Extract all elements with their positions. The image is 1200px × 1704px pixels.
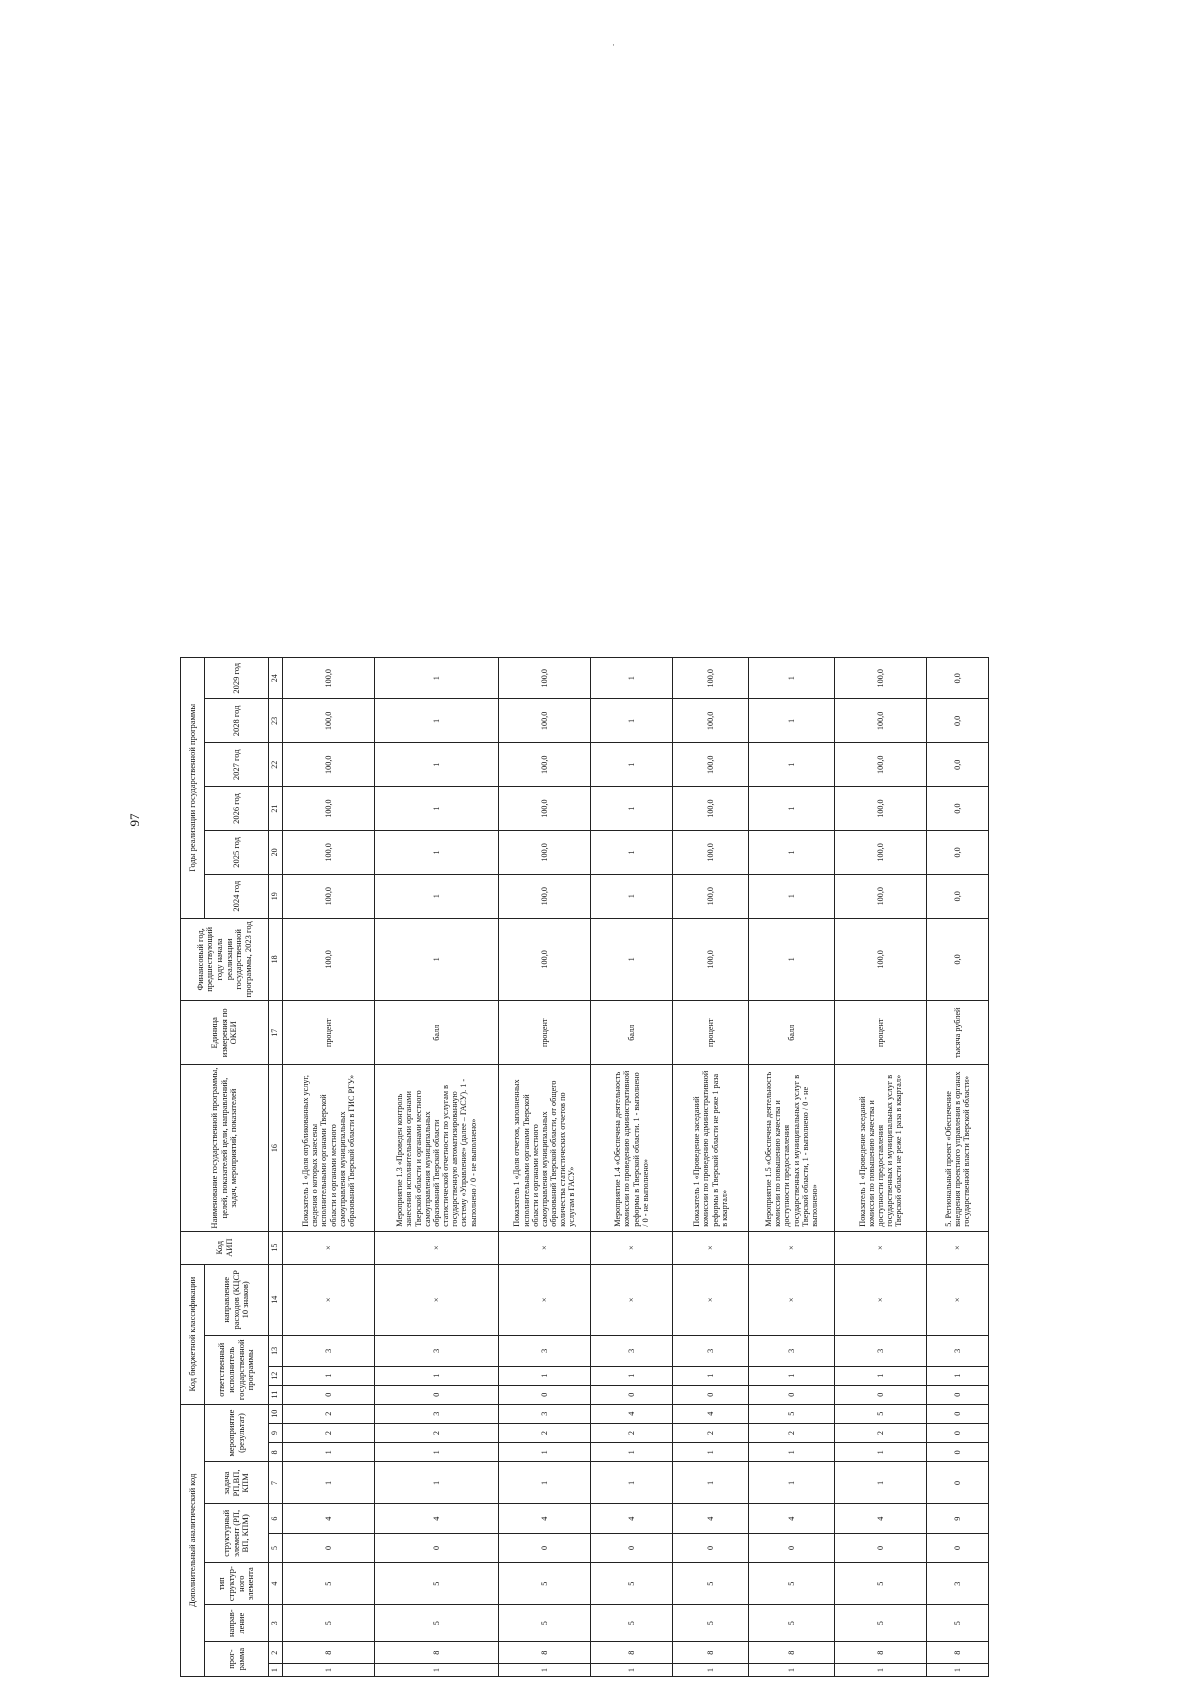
code-cell: 5 xyxy=(499,1563,591,1605)
year-value-cell: 100,0 xyxy=(673,743,749,787)
base-year-cell: 1 xyxy=(749,918,835,1000)
column-number: 7 xyxy=(269,1462,283,1504)
year-value-cell: 100,0 xyxy=(673,874,749,918)
code-cell: 2 xyxy=(591,1423,673,1442)
code-cell: 3 xyxy=(835,1335,927,1366)
year-value-cell: 1 xyxy=(749,787,835,831)
year-value-cell: 1 xyxy=(749,743,835,787)
kod-aip-cell: × xyxy=(927,1231,989,1264)
base-year-cell: 0,0 xyxy=(927,918,989,1000)
code-cell: 0 xyxy=(673,1533,749,1562)
column-number: 17 xyxy=(269,1001,283,1065)
year-value-cell: 100,0 xyxy=(499,830,591,874)
napr-rashodov-cell: × xyxy=(283,1264,375,1335)
header-dak-group: Дополнительный аналитический код xyxy=(181,1404,205,1676)
column-number: 20 xyxy=(269,830,283,874)
code-cell: 5 xyxy=(835,1404,927,1423)
code-cell: 5 xyxy=(749,1605,835,1642)
year-value-cell: 100,0 xyxy=(499,874,591,918)
code-cell: 0 xyxy=(749,1385,835,1404)
unit-cell: балл xyxy=(375,1001,499,1065)
year-value-cell: 100,0 xyxy=(673,830,749,874)
program-table xyxy=(180,657,989,1677)
column-number: 22 xyxy=(269,743,283,787)
column-number-row xyxy=(269,658,283,1677)
column-number: 24 xyxy=(269,658,283,699)
kod-aip-cell: × xyxy=(673,1231,749,1264)
scan-mark: · xyxy=(612,40,615,50)
header-napravlenie: направ-ление xyxy=(205,1605,269,1642)
code-cell: 8 xyxy=(835,1642,927,1664)
year-value-cell: 1 xyxy=(375,787,499,831)
column-number: 5 xyxy=(269,1533,283,1562)
year-value-cell: 1 xyxy=(375,658,499,699)
year-value-cell: 1 xyxy=(375,874,499,918)
code-cell: 5 xyxy=(283,1563,375,1605)
code-cell: 5 xyxy=(375,1605,499,1642)
header-year-2025: 2025 год xyxy=(205,830,269,874)
code-cell: 0 xyxy=(927,1462,989,1504)
column-number: 3 xyxy=(269,1605,283,1642)
napr-rashodov-cell: × xyxy=(749,1264,835,1335)
column-number: 19 xyxy=(269,874,283,918)
header-tip: тип структур-ного элемента xyxy=(205,1563,269,1605)
year-value-cell: 1 xyxy=(591,830,673,874)
code-cell: 1 xyxy=(375,1366,499,1385)
table-row xyxy=(673,658,749,1677)
header-kod-aip: Код АИП xyxy=(181,1231,269,1264)
napr-rashodov-cell: × xyxy=(591,1264,673,1335)
code-cell: 1 xyxy=(835,1443,927,1462)
code-cell: 1 xyxy=(835,1462,927,1504)
code-cell: 5 xyxy=(927,1605,989,1642)
year-value-cell: 0,0 xyxy=(927,743,989,787)
header-year-2026: 2026 год xyxy=(205,787,269,831)
name-cell: Показатель 1 «Проведение заседаний комиссии по повышению качества и доступности предоставления государственных и муниципальных услуг в Тверской области не реже 1 раза в квартал» xyxy=(835,1065,927,1231)
code-cell: 4 xyxy=(749,1504,835,1533)
code-cell: 3 xyxy=(927,1335,989,1366)
code-cell: 1 xyxy=(591,1462,673,1504)
unit-cell: тысяча рублей xyxy=(927,1001,989,1065)
code-cell: 8 xyxy=(283,1642,375,1664)
code-cell: 8 xyxy=(591,1642,673,1664)
header-ed-izm: Единица измерения по ОКЕИ xyxy=(181,1001,269,1065)
year-value-cell: 100,0 xyxy=(835,787,927,831)
year-value-cell: 1 xyxy=(591,787,673,831)
year-value-cell: 0,0 xyxy=(927,874,989,918)
year-value-cell: 100,0 xyxy=(283,658,375,699)
year-value-cell: 100,0 xyxy=(673,699,749,743)
code-cell: 0 xyxy=(283,1385,375,1404)
column-number: 2 xyxy=(269,1642,283,1664)
header-programma: прог-рамма xyxy=(205,1642,269,1677)
code-cell: 0 xyxy=(591,1385,673,1404)
table-body xyxy=(269,658,989,1677)
code-cell: 5 xyxy=(835,1605,927,1642)
column-number: 18 xyxy=(269,918,283,1000)
code-cell: 2 xyxy=(283,1423,375,1442)
napr-rashodov-cell: × xyxy=(835,1264,927,1335)
code-cell: 0 xyxy=(835,1385,927,1404)
code-cell: 1 xyxy=(749,1462,835,1504)
code-cell: 1 xyxy=(499,1443,591,1462)
code-cell: 2 xyxy=(673,1423,749,1442)
code-cell: 1 xyxy=(499,1462,591,1504)
code-cell: 1 xyxy=(499,1366,591,1385)
code-cell: 1 xyxy=(749,1664,835,1677)
code-cell: 0 xyxy=(283,1533,375,1562)
code-cell: 2 xyxy=(749,1423,835,1442)
table-row xyxy=(283,658,375,1677)
year-value-cell: 1 xyxy=(749,658,835,699)
code-cell: 0 xyxy=(591,1533,673,1562)
code-cell: 1 xyxy=(927,1664,989,1677)
code-cell: 0 xyxy=(927,1404,989,1423)
code-cell: 9 xyxy=(927,1504,989,1533)
code-cell: 1 xyxy=(283,1462,375,1504)
column-number: 14 xyxy=(269,1264,283,1335)
code-cell: 5 xyxy=(835,1563,927,1605)
code-cell: 1 xyxy=(591,1443,673,1462)
header-naimenovanie: Наименование государственной программы, целей, показателей цели, направлений, задач, мероприятий, показателей xyxy=(181,1065,269,1231)
code-cell: 4 xyxy=(673,1504,749,1533)
code-cell: 4 xyxy=(499,1504,591,1533)
year-value-cell: 100,0 xyxy=(283,874,375,918)
code-cell: 3 xyxy=(591,1335,673,1366)
code-cell: 0 xyxy=(927,1385,989,1404)
year-value-cell: 1 xyxy=(375,830,499,874)
table-row xyxy=(749,658,835,1677)
year-value-cell: 1 xyxy=(591,699,673,743)
code-cell: 0 xyxy=(835,1533,927,1562)
name-cell: 5. Региональный проект «Обеспечение внедрения проектного управления в органах государственной власти Тверской области» xyxy=(927,1065,989,1231)
table-row xyxy=(591,658,673,1677)
code-cell: 1 xyxy=(673,1366,749,1385)
year-value-cell: 100,0 xyxy=(499,658,591,699)
column-number: 12 xyxy=(269,1366,283,1385)
column-number: 6 xyxy=(269,1504,283,1533)
code-cell: 0 xyxy=(375,1533,499,1562)
code-cell: 2 xyxy=(499,1423,591,1442)
code-cell: 5 xyxy=(591,1605,673,1642)
year-value-cell: 0,0 xyxy=(927,830,989,874)
unit-cell: процент xyxy=(499,1001,591,1065)
kod-aip-cell: × xyxy=(835,1231,927,1264)
code-cell: 0 xyxy=(499,1385,591,1404)
column-number: 11 xyxy=(269,1385,283,1404)
code-cell: 8 xyxy=(749,1642,835,1664)
code-cell: 1 xyxy=(375,1443,499,1462)
year-value-cell: 100,0 xyxy=(835,874,927,918)
code-cell: 1 xyxy=(283,1443,375,1462)
name-cell: Мероприятие 1.4 «Обеспечена деятельность комиссии по проведению административной реформы в Тверской области. 1 - выполнено / 0 - не выполнено» xyxy=(591,1065,673,1231)
table-row xyxy=(835,658,927,1677)
header-year-2028: 2028 год xyxy=(205,699,269,743)
column-number: 13 xyxy=(269,1335,283,1366)
document-table-wrapper xyxy=(180,657,989,1677)
code-cell: 1 xyxy=(835,1366,927,1385)
code-cell: 2 xyxy=(283,1404,375,1423)
code-cell: 3 xyxy=(283,1335,375,1366)
code-cell: 0 xyxy=(927,1423,989,1442)
code-cell: 3 xyxy=(375,1335,499,1366)
column-number: 8 xyxy=(269,1443,283,1462)
code-cell: 8 xyxy=(673,1642,749,1664)
code-cell: 3 xyxy=(673,1335,749,1366)
year-value-cell: 100,0 xyxy=(499,743,591,787)
kod-aip-cell: × xyxy=(749,1231,835,1264)
year-value-cell: 1 xyxy=(591,874,673,918)
code-cell: 1 xyxy=(749,1443,835,1462)
year-value-cell: 100,0 xyxy=(673,787,749,831)
kod-aip-cell: × xyxy=(375,1231,499,1264)
code-cell: 5 xyxy=(375,1563,499,1605)
code-cell: 8 xyxy=(927,1642,989,1664)
unit-cell: балл xyxy=(591,1001,673,1065)
code-cell: 1 xyxy=(673,1462,749,1504)
year-value-cell: 100,0 xyxy=(835,699,927,743)
kod-aip-cell: × xyxy=(283,1231,375,1264)
code-cell: 1 xyxy=(673,1443,749,1462)
year-value-cell: 1 xyxy=(375,743,499,787)
header-meropriyatie: мероприятие (результат) xyxy=(205,1404,269,1462)
header-napr-rashodov: направление расходов (КЦСР 10 знаков) xyxy=(205,1264,269,1335)
year-value-cell: 100,0 xyxy=(673,658,749,699)
code-cell: 1 xyxy=(375,1462,499,1504)
year-value-cell: 1 xyxy=(749,699,835,743)
header-zadacha: задача РП,ВП, КПМ xyxy=(205,1462,269,1504)
name-cell: Показатель 1 «Проведение заседаний комиссии по проведению административной реформы в Тверской области не реже 1 раза в квартал» xyxy=(673,1065,749,1231)
column-number: 21 xyxy=(269,787,283,831)
base-year-cell: 100,0 xyxy=(673,918,749,1000)
table-row xyxy=(927,658,989,1677)
table-row xyxy=(499,658,591,1677)
year-value-cell: 1 xyxy=(591,658,673,699)
name-cell: Мероприятие 1.3 «Проведен контроль занесения исполнительными органами Тверской области и органами местного самоуправления муниципальных образований Тверской области статистической отчетности по услугам в государственную автоматизированную систему «Управление» (далее – ГАСУ). 1 - выполнено / 0 - не выполнено» xyxy=(375,1065,499,1231)
code-cell: 1 xyxy=(591,1366,673,1385)
column-number: 23 xyxy=(269,699,283,743)
code-cell: 0 xyxy=(499,1533,591,1562)
column-number: 1 xyxy=(269,1664,283,1677)
code-cell: 5 xyxy=(499,1605,591,1642)
year-value-cell: 1 xyxy=(749,830,835,874)
code-cell: 2 xyxy=(375,1423,499,1442)
code-cell: 1 xyxy=(927,1366,989,1385)
kod-aip-cell: × xyxy=(591,1231,673,1264)
unit-cell: балл xyxy=(749,1001,835,1065)
kod-aip-cell: × xyxy=(499,1231,591,1264)
name-cell: Показатель 1 «Доля опубликованных услуг, сведения о которых занесены исполнительными органами Тверской области и органами местного самоуправления муниципальных образований Тверской области в ГИС РГУ» xyxy=(283,1065,375,1231)
code-cell: 1 xyxy=(835,1664,927,1677)
header-year-2024: 2024 год xyxy=(205,874,269,918)
base-year-cell: 100,0 xyxy=(499,918,591,1000)
napr-rashodov-cell: × xyxy=(673,1264,749,1335)
year-value-cell: 0,0 xyxy=(927,787,989,831)
header-year-2027: 2027 год xyxy=(205,743,269,787)
unit-cell: процент xyxy=(673,1001,749,1065)
code-cell: 1 xyxy=(375,1664,499,1677)
code-cell: 3 xyxy=(499,1404,591,1423)
year-value-cell: 0,0 xyxy=(927,699,989,743)
code-cell: 0 xyxy=(749,1533,835,1562)
code-cell: 4 xyxy=(591,1404,673,1423)
base-year-cell: 100,0 xyxy=(283,918,375,1000)
code-cell: 1 xyxy=(499,1664,591,1677)
year-value-cell: 100,0 xyxy=(283,743,375,787)
base-year-cell: 1 xyxy=(591,918,673,1000)
code-cell: 5 xyxy=(591,1563,673,1605)
code-cell: 5 xyxy=(673,1605,749,1642)
napr-rashodov-cell: × xyxy=(927,1264,989,1335)
code-cell: 4 xyxy=(591,1504,673,1533)
code-cell: 4 xyxy=(283,1504,375,1533)
code-cell: 3 xyxy=(499,1335,591,1366)
header-kbk-group: Код бюджетной классификации xyxy=(181,1264,205,1404)
header-years-group: Годы реализации государственной программы xyxy=(181,658,205,919)
year-value-cell: 100,0 xyxy=(499,787,591,831)
header-otvetstvenny: ответственный исполнитель государственной программы xyxy=(205,1335,269,1404)
code-cell: 1 xyxy=(591,1664,673,1677)
column-number: 9 xyxy=(269,1423,283,1442)
year-value-cell: 100,0 xyxy=(835,830,927,874)
column-number: 10 xyxy=(269,1404,283,1423)
page-number: 97 xyxy=(127,813,142,827)
year-value-cell: 1 xyxy=(591,743,673,787)
year-value-cell: 100,0 xyxy=(499,699,591,743)
code-cell: 0 xyxy=(375,1385,499,1404)
code-cell: 1 xyxy=(283,1366,375,1385)
year-value-cell: 100,0 xyxy=(283,699,375,743)
year-value-cell: 0,0 xyxy=(927,658,989,699)
code-cell: 4 xyxy=(835,1504,927,1533)
code-cell: 3 xyxy=(927,1563,989,1605)
header-fin-god: Финансовый год, предшествующий году начала реализации государственной программы, 2023 год xyxy=(181,918,269,1000)
napr-rashodov-cell: × xyxy=(499,1264,591,1335)
code-cell: 4 xyxy=(375,1504,499,1533)
code-cell: 5 xyxy=(283,1605,375,1642)
year-value-cell: 100,0 xyxy=(835,743,927,787)
year-value-cell: 1 xyxy=(749,874,835,918)
name-cell: Мероприятие 1.5 «Обеспечена деятельность комиссии по повышению качества и доступности предоставления государственных и муниципальных услуг в Тверской области, 1 - выполнено / 0 - не выполнено» xyxy=(749,1065,835,1231)
code-cell: 1 xyxy=(673,1664,749,1677)
header-struct: структурный элемент (РП, ВП, КПМ) xyxy=(205,1504,269,1563)
year-value-cell: 100,0 xyxy=(835,658,927,699)
base-year-cell: 100,0 xyxy=(835,918,927,1000)
column-number: 16 xyxy=(269,1065,283,1231)
code-cell: 1 xyxy=(283,1664,375,1677)
unit-cell: процент xyxy=(835,1001,927,1065)
year-value-cell: 100,0 xyxy=(283,830,375,874)
code-cell: 8 xyxy=(375,1642,499,1664)
year-value-cell: 100,0 xyxy=(283,787,375,831)
code-cell: 5 xyxy=(673,1563,749,1605)
code-cell: 1 xyxy=(749,1366,835,1385)
code-cell: 0 xyxy=(927,1533,989,1562)
header-year-2029: 2029 год xyxy=(205,658,269,699)
column-number: 15 xyxy=(269,1231,283,1264)
year-value-cell: 1 xyxy=(375,699,499,743)
unit-cell: процент xyxy=(283,1001,375,1065)
code-cell: 0 xyxy=(927,1443,989,1462)
code-cell: 0 xyxy=(673,1385,749,1404)
code-cell: 4 xyxy=(673,1404,749,1423)
code-cell: 5 xyxy=(749,1404,835,1423)
code-cell: 2 xyxy=(835,1423,927,1442)
code-cell: 3 xyxy=(375,1404,499,1423)
code-cell: 8 xyxy=(499,1642,591,1664)
code-cell: 3 xyxy=(749,1335,835,1366)
code-cell: 5 xyxy=(749,1563,835,1605)
table-row xyxy=(375,658,499,1677)
column-number: 4 xyxy=(269,1563,283,1605)
name-cell: Показатель 1 «Доля отчетов, заполненных исполнительными органами Тверской области и органами местного самоуправления муниципальных образований Тверской области, от общего количества статистических отчетов по услугам в ГАСУ» xyxy=(499,1065,591,1231)
napr-rashodov-cell: × xyxy=(375,1264,499,1335)
base-year-cell: 1 xyxy=(375,918,499,1000)
